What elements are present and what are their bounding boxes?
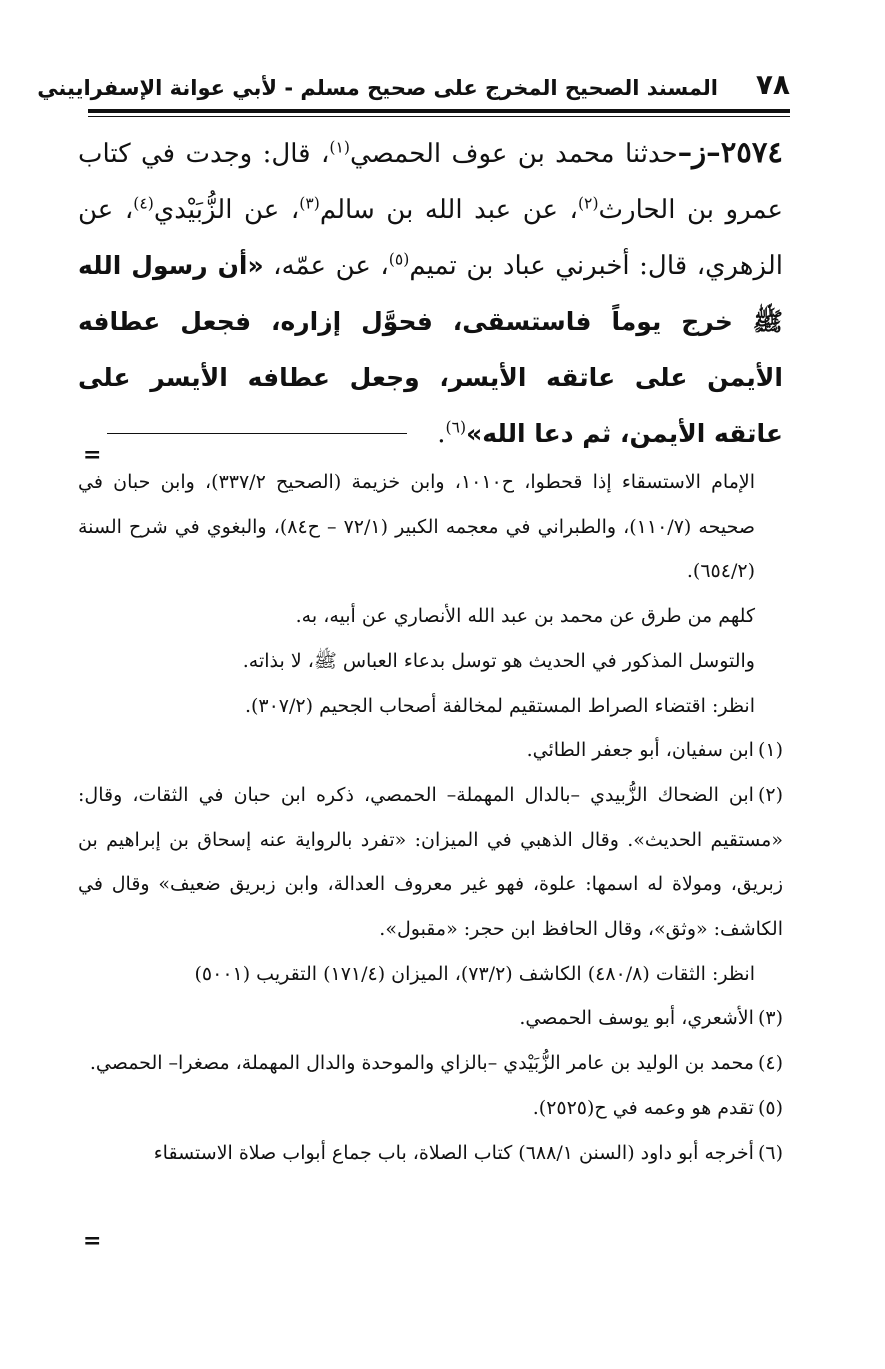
footnote-carryover: والتوسل المذكور في الحديث هو توسل بدعاء العباس ﷺ، لا بذاته. [242, 649, 755, 672]
footnote-mark: (٦) [757, 1141, 783, 1164]
isnad-segment: ، قال: وجدت في كتاب عمرو بن الحارث [78, 139, 783, 225]
bottom-continuation-mark: = [83, 1228, 102, 1254]
footnote-ref: (٦) [445, 418, 467, 437]
footnote-text: أخرجه أبو داود (السنن ٦٨٨/١) كتاب الصلاة، باب جماع أبواب صلاة الاستسقاء [153, 1141, 754, 1164]
footnote-ref: (٢) [577, 194, 599, 213]
footnote-mark: (٤) [757, 1052, 783, 1075]
footnote-ref: (٣) [299, 194, 320, 213]
footnotes [78, 460, 783, 1175]
isnad-segment: ، عن الزهري، قال: أخبرني عباد بن تميم [78, 195, 783, 281]
header-rule [88, 109, 790, 113]
footnote-1 [78, 728, 783, 773]
page-number: ٧٨ [755, 68, 790, 101]
footnote-carryover: كلهم من طرق عن محمد بن عبد الله الأنصاري عن أبيه، به. [295, 605, 755, 628]
footnote-text: الأشعري، أبو يوسف الحمصي. [519, 1007, 754, 1030]
isnad-segment: ، عن عبد الله بن سالم [319, 195, 578, 225]
hadith-text [78, 124, 783, 462]
footnote-text: ابن سفيان، أبو جعفر الطائي. [526, 739, 754, 762]
footnote-ref: (٥) [388, 250, 410, 269]
continuation-mark: = [83, 442, 102, 468]
footnote-carryover: انظر: اقتضاء الصراط المستقيم لمخالفة أصحاب الجحيم (٣٠٧/٢). [244, 694, 755, 717]
footnote-carryover: الإمام الاستسقاء إذا قحطوا، ح١٠١٠، وابن خزيمة (الصحيح ٣٣٧/٢)، وابن حبان في صحيحه (١١٠/٧)، والطبراني في معجمه الكبير (٧٢/١ – ح٨٤)، والبغوي في شرح السنة (٦٥٤/٢). [78, 471, 755, 583]
footnote-3 [78, 996, 783, 1041]
hadith-prefix: –ز– [677, 135, 721, 169]
footnote-mark: (١) [757, 739, 783, 762]
page-header [37, 66, 790, 108]
running-title: المسند الصحيح المخرج على صحيح مسلم - لأبي عوانة الإسفراييني [37, 76, 718, 100]
footnote-2-sources [78, 952, 783, 997]
footnote-6 [78, 1131, 783, 1176]
hadith-end: . [437, 419, 446, 449]
footnote-ref: (١) [329, 138, 350, 157]
footnote-2 [78, 773, 783, 952]
footnote-text: تقدم هو وعمه في ح(٢٥٢٥). [532, 1096, 754, 1119]
footnote-text: محمد بن الوليد بن عامر الزُّبَيْدي –بالزاي والموحدة والدال المهملة، مصغرا– الحمصي. [89, 1052, 754, 1075]
footnote-text: ابن الضحاك الزُّبيدي –بالدال المهملة– الحمصي، ذكره ابن حبان في الثقات، وقال: «مستقيم الحديث». وقال الذهبي في الميزان: «تفرد بالرواية عنه إسحاق بن إبراهيم بن زبريق، ومولاة له اسمها: علوة، فهو غير معروف العدالة، وابن زبريق ضعيف» وقال في الكاشف: «وثق»، وقال الحافظ ابن حجر: «مقبول». [78, 783, 783, 941]
footnote-5 [78, 1086, 783, 1131]
hadith-matn: «أن رسول الله ﷺ خرج يوماً فاستسقى، فحوَّل إزاره، فجعل عطافه الأيمن على عاتقه الأيسر، وجعل عطافه الأيسر على عاتقه الأيمن، ثم دعا الله» [78, 251, 783, 448]
header-rule-thin [88, 116, 790, 117]
hadith-number: ٢٥٧٤ [720, 135, 783, 169]
footnote-4 [78, 1041, 783, 1086]
footnote-ref: (٤) [133, 194, 154, 213]
footnote-text: انظر: الثقات (٤٨٠/٨) الكاشف (٧٣/٢)، الميزان (١٧١/٤) التقريب (٥٠٠١) [194, 962, 755, 985]
footnote-mark: (٣) [757, 1007, 783, 1030]
isnad-segment: ، عن عمّه، [263, 251, 389, 281]
isnad-segment: ، عن الزُّبَيْدي [153, 195, 300, 225]
isnad-segment: حدثنا محمد بن عوف الحمصي [349, 139, 678, 169]
footnote-separator [107, 433, 407, 434]
footnote-mark: (٥) [757, 1096, 783, 1119]
footnote-mark: (٢) [757, 783, 783, 806]
